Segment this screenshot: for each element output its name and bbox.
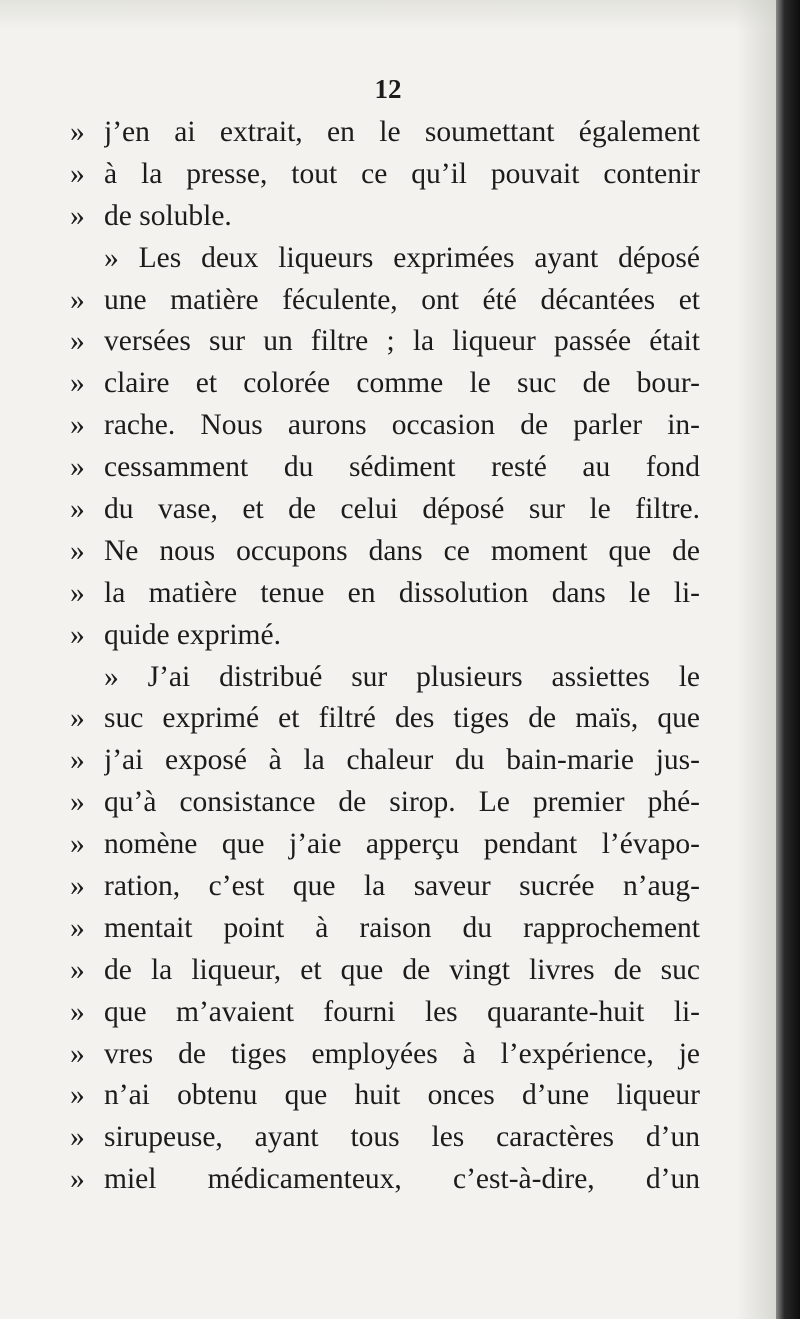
text-line [70,321,700,363]
line-text: de soluble. [104,199,232,232]
line-text: j’en ai extrait, en le soumettant également [104,116,700,148]
line-text: versées sur un filtre ; la liqueur passée était [104,325,700,358]
line-text: nomène que j’aie apperçu pendant l’évapo- [104,828,700,861]
text-line [70,489,700,531]
line-text: ration, c’est que la saveur sucrée n’aug- [104,870,700,903]
quote-mark: » [70,576,85,609]
line-text: de la liqueur, et que de vingt livres de suc [104,953,700,986]
text-line [70,112,700,154]
quote-mark: » [70,409,85,442]
quote-mark: » [70,786,85,819]
quote-mark: » [70,953,85,986]
quote-mark: » [70,325,85,358]
text-line [70,196,700,238]
text-line [70,740,700,782]
quote-mark: » [70,451,85,484]
quote-mark: » [70,828,85,861]
page-edge-shade [736,0,776,1319]
text-line [70,238,700,280]
text-line [70,698,700,740]
binding-edge [776,0,800,1319]
line-text: n’ai obtenu que huit onces d’une liqueur [104,1079,700,1112]
quote-mark: » [70,367,85,400]
quote-mark: » [70,702,85,735]
quote-mark: » [70,283,85,316]
text-line [70,782,700,824]
line-text: cessamment du sédiment resté au fond [104,451,700,484]
quote-mark: » [70,1121,85,1154]
quote-mark: » [70,493,85,526]
quote-mark: » [70,1163,85,1196]
text-line [70,447,700,489]
line-text: rache. Nous aurons occasion de parler in- [104,409,700,442]
text-line [70,908,700,950]
line-text: une matière féculente, ont été décantées et [104,283,700,316]
line-text: Ne nous occupons dans ce moment que de [104,534,700,567]
quote-mark: » [70,870,85,903]
quote-mark: » [70,157,85,190]
line-text: du vase, et de celui déposé sur le filtre. [104,493,700,526]
text-line [70,573,700,615]
text-block [70,112,700,1201]
text-line [70,950,700,992]
page-number: 12 [374,74,402,104]
line-text: sirupeuse, ayant tous les caractères d’un [104,1121,700,1154]
quote-mark: » [70,744,85,777]
text-line [70,280,700,322]
quote-mark: » [70,534,85,567]
text-line [70,866,700,908]
text-line [70,615,700,657]
line-text: mentait point à raison du rapprochement [104,911,700,944]
text-line [70,405,700,447]
line-text: que m’avaient fourni les quarante-huit li- [104,995,700,1028]
text-line [70,363,700,405]
line-text: claire et colorée comme le suc de bour- [104,367,700,400]
quote-mark: » [70,1079,85,1112]
text-line [70,531,700,573]
line-text: quide exprimé. [104,618,281,651]
line-text: suc exprimé et filtré des tiges de maïs, que [104,702,700,735]
line-text: vres de tiges employées à l’expérience, je [104,1037,700,1070]
line-text: qu’à consistance de sirop. Le premier phé- [104,786,700,819]
quote-mark: » [70,995,85,1028]
text-line [70,1117,700,1159]
text-line [70,657,700,699]
text-line [70,1159,700,1201]
text-line [70,1034,700,1076]
line-text: la matière tenue en dissolution dans le li- [104,576,700,609]
quote-mark: » [70,618,85,651]
line-text: » J’ai distribué sur plusieurs assiettes le [104,660,700,693]
line-text: j’ai exposé à la chaleur du bain-marie jus- [104,744,700,777]
line-text: » Les deux liqueurs exprimées ayant déposé [104,241,700,274]
top-shade [0,0,800,30]
quote-mark: » [70,911,85,944]
text-line [70,824,700,866]
line-text: miel médicamenteux, c’est-à-dire, d’un [104,1163,700,1196]
text-line [70,154,700,196]
quote-mark: » [70,1037,85,1070]
quote-mark: » [70,116,85,148]
line-text: à la presse, tout ce qu’il pouvait contenir [104,157,700,190]
quote-mark: » [70,199,85,232]
text-line [70,992,700,1034]
text-line [70,1075,700,1117]
